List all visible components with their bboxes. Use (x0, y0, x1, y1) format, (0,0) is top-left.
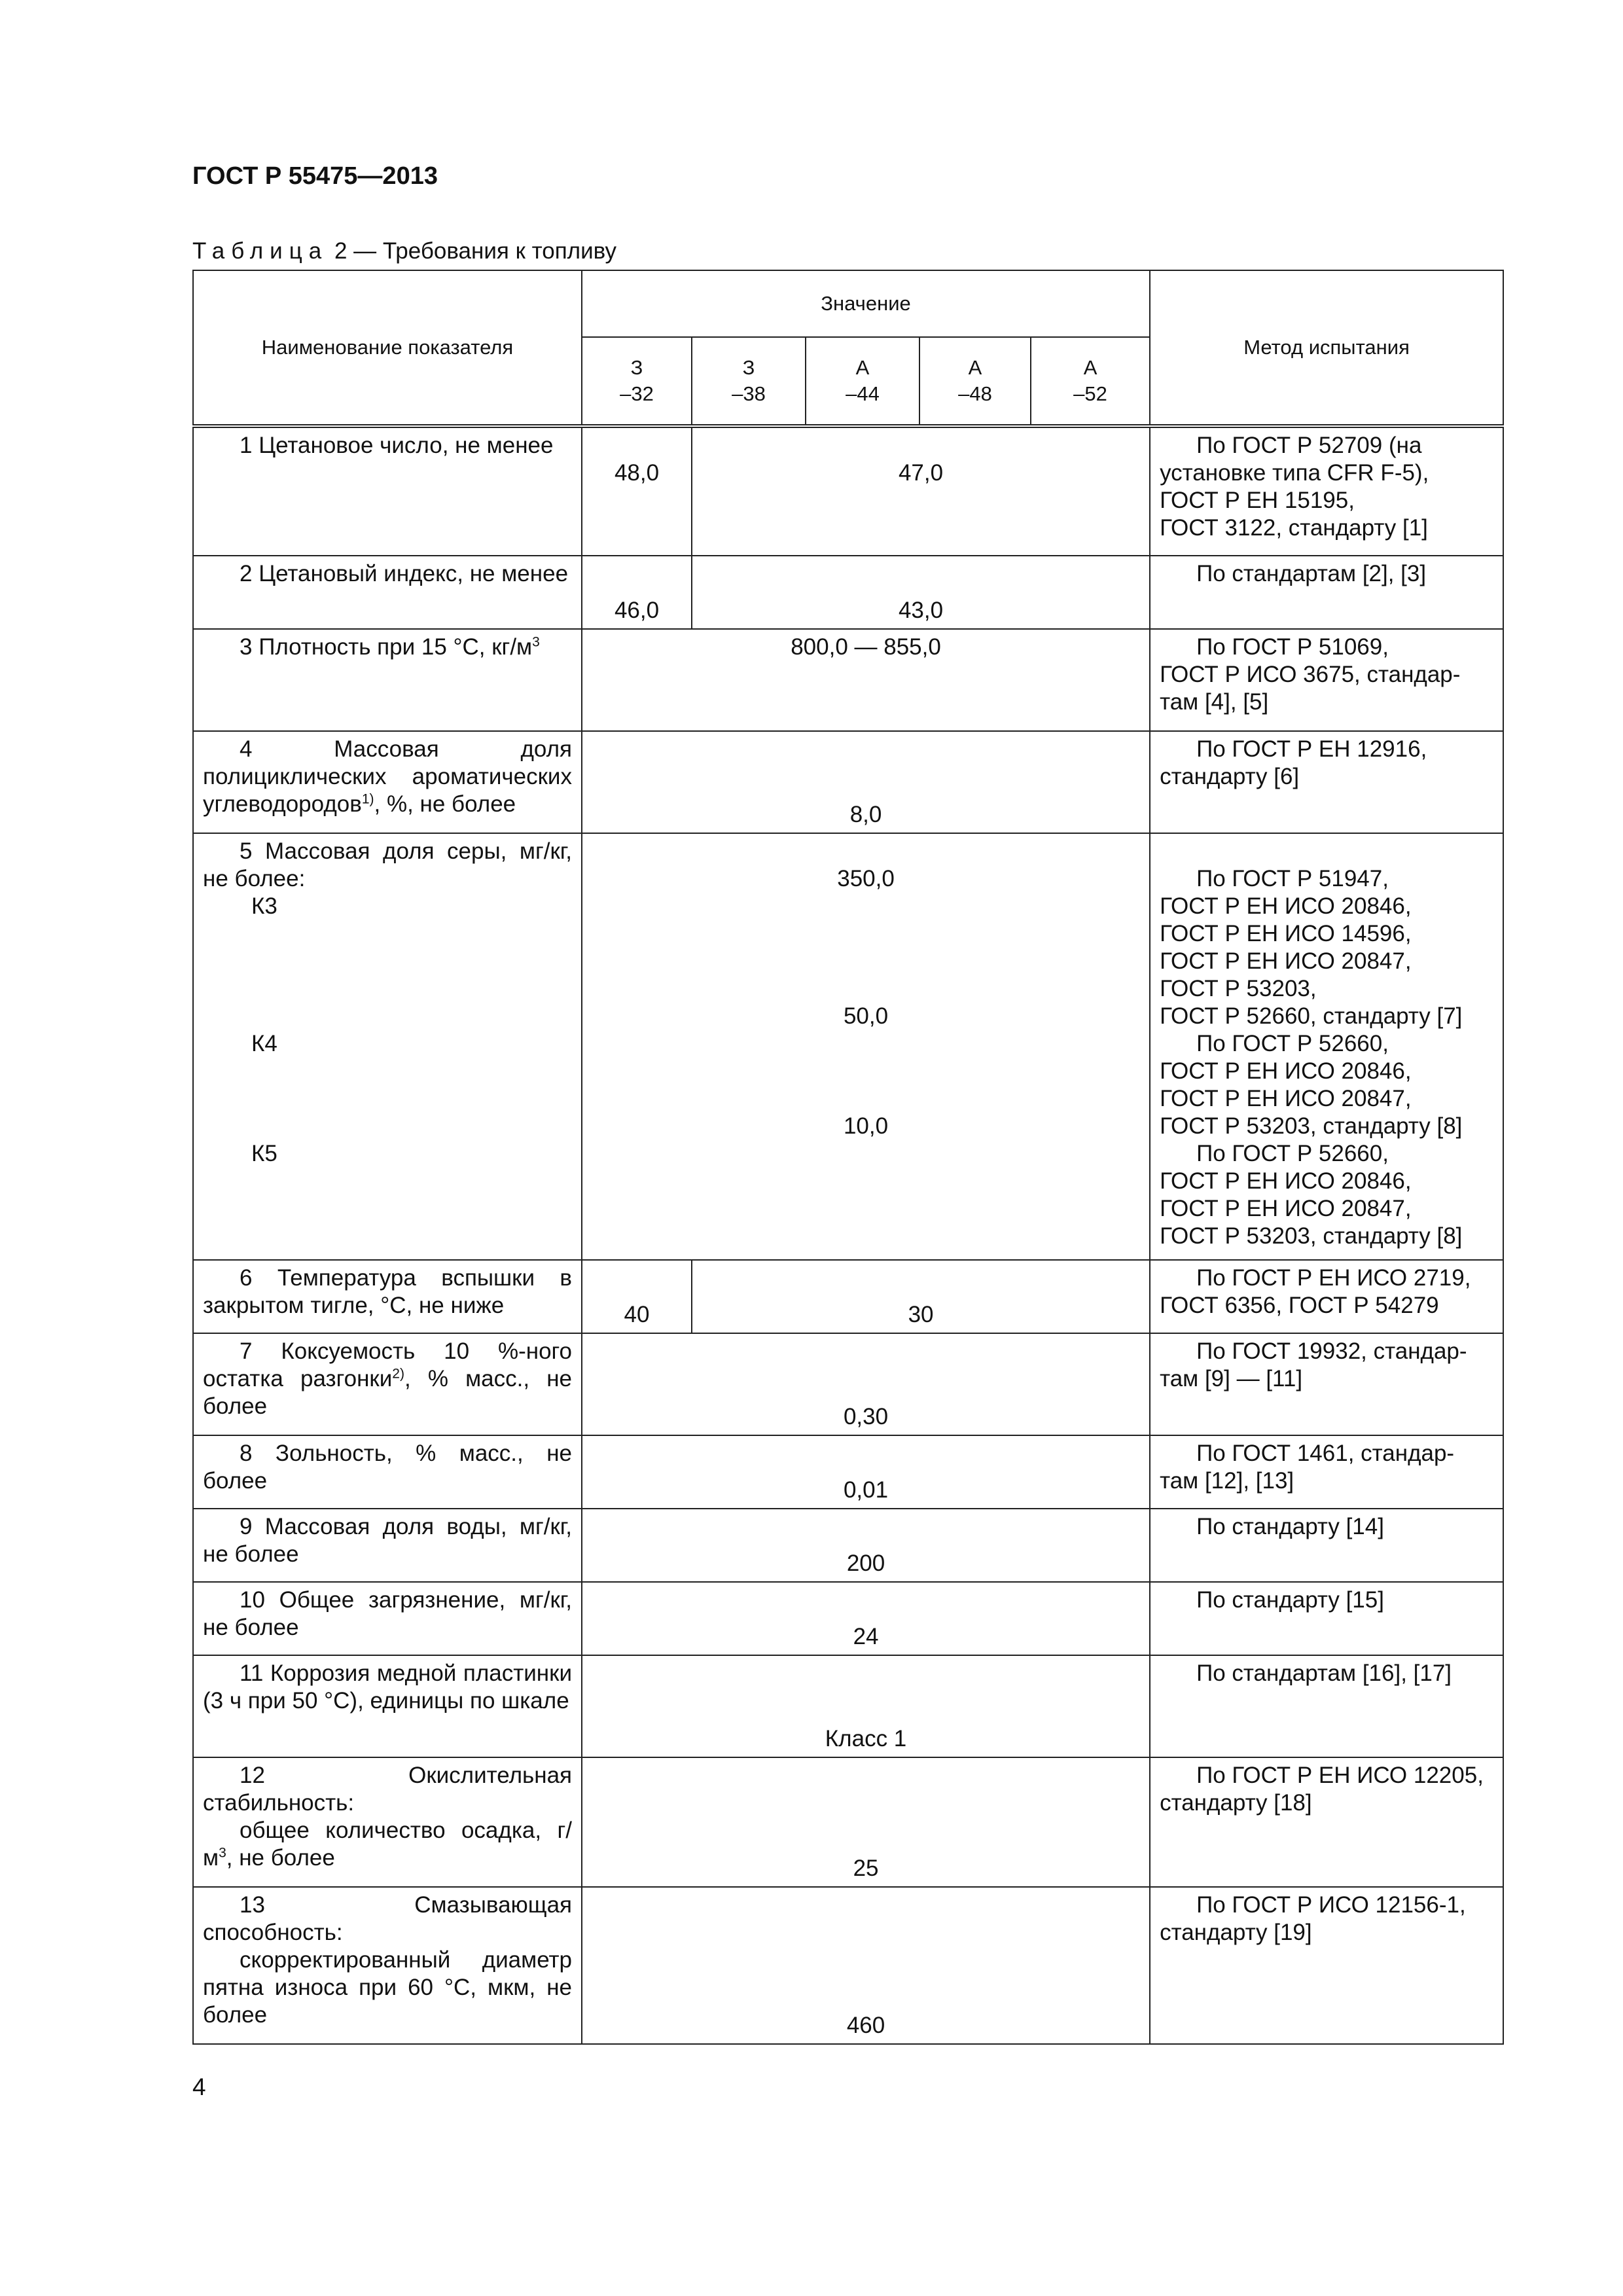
row-name: 10 Общее загрязнение, мг/кг, не более (193, 1582, 582, 1655)
row-value: 30 (692, 1260, 1150, 1333)
table-row (193, 1757, 1503, 1887)
table-caption-label: Таблица (192, 238, 329, 264)
requirements-table-wrapper (192, 270, 1504, 2045)
row-name: 3 Плотность при 15 °С, $кг/м^3$ (193, 629, 582, 731)
row-method: По ГОСТ Р ЕН ИСО 12205, стандарту [18] (1150, 1757, 1503, 1887)
sulfur-class-k3: К3 (251, 893, 277, 919)
sulfur-value-k5: 10,0 (843, 1113, 889, 1139)
col-header-method: Метод испытания (1150, 270, 1503, 426)
sulfur-value-k3: 350,0 (837, 866, 895, 891)
row-method: По стандартам [16], [17] (1150, 1655, 1503, 1757)
row-value: Класс 1 (582, 1655, 1150, 1757)
row-name: 2 Цетановый индекс, не менее (193, 556, 582, 629)
row-name: 12 Окислительная стабильность: общее количество осадка, $г/м^3$, не более (193, 1757, 582, 1887)
row-value: 24 (582, 1582, 1150, 1655)
table-row (193, 833, 1503, 1260)
sulfur-class-k4: К4 (251, 1031, 277, 1056)
row-value: 43,0 (692, 556, 1150, 629)
row-value (582, 833, 1150, 1260)
table-row (193, 1260, 1503, 1333)
table-row (193, 556, 1503, 629)
fuel-requirements-table (192, 270, 1504, 2045)
row-name: 13 Смазывающая способность: скорректированный диаметр пятна износа при 60 °С, мкм, не более (193, 1887, 582, 2044)
table-row (193, 731, 1503, 833)
grade-header: А –44 (806, 337, 919, 426)
grade-header: З –32 (582, 337, 692, 426)
grade-header: З –38 (692, 337, 806, 426)
row-method: По ГОСТ Р 51069, ГОСТ Р ИСО 3675, стандар- там [4], [5] (1150, 629, 1503, 731)
col-header-name: Наименование показателя (193, 270, 582, 426)
row-value: 200 (582, 1509, 1150, 1582)
row-method: По ГОСТ Р 51947, ГОСТ Р ЕН ИСО 20846, ГОСТ Р ЕН ИСО 14596, ГОСТ Р ЕН ИСО 20847, ГОСТ Р 53203, ГОСТ Р 52660, стандарту [7] По ГОСТ Р 52660, ГОСТ Р ЕН ИСО 20846, ГОСТ Р ЕН ИСО 20847, ГОСТ Р 53203, стандарту [8] По ГОСТ Р 52660, ГОСТ Р ЕН ИСО 20846, ГОСТ Р ЕН ИСО 20847, ГОСТ Р 53203, стандарту [8] (1150, 833, 1503, 1260)
row-value: 48,0 (582, 426, 692, 556)
table-caption-text: 2 — Требования к топливу (334, 238, 616, 264)
sulfur-class-k5: К5 (251, 1141, 277, 1166)
row-name: 11 Коррозия медной пластинки (3 ч при 50 °С), единицы по шкале (193, 1655, 582, 1757)
table-caption (192, 238, 616, 264)
document-header: ГОСТ Р 55475—2013 (192, 162, 438, 190)
row-name: 7 Коксуемость 10 %-ного остатка разгонки$^{2)}$, % масс., не более (193, 1333, 582, 1435)
table-row (193, 1509, 1503, 1582)
row-method: По ГОСТ 1461, стандар- там [12], [13] (1150, 1435, 1503, 1509)
table-row (193, 1655, 1503, 1757)
row-name: 6 Температура вспышки в закрытом тигле, °С, не ниже (193, 1260, 582, 1333)
row-method: По ГОСТ 19932, стандар- там [9] — [11] (1150, 1333, 1503, 1435)
grade-header: А –52 (1031, 337, 1150, 426)
row-value: 8,0 (582, 731, 1150, 833)
table-row (193, 1887, 1503, 2044)
row-method: По ГОСТ Р ИСО 12156-1, стандарту [19] (1150, 1887, 1503, 2044)
row-method: По ГОСТ Р 52709 (на установке типа CFR F-5), ГОСТ Р ЕН 15195, ГОСТ 3122, стандарту [1] (1150, 426, 1503, 556)
table-row (193, 1333, 1503, 1435)
table-row (193, 426, 1503, 556)
page-number: 4 (192, 2073, 206, 2100)
row-method: По стандартам [2], [3] (1150, 556, 1503, 629)
col-header-value: Значение (582, 270, 1150, 337)
row-value: 46,0 (582, 556, 692, 629)
table-row (193, 1435, 1503, 1509)
row-method: По ГОСТ Р ЕН ИСО 2719, ГОСТ 6356, ГОСТ Р 54279 (1150, 1260, 1503, 1333)
row-value: 0,30 (582, 1333, 1150, 1435)
sulfur-value-k4: 50,0 (843, 1003, 889, 1029)
table-row (193, 629, 1503, 731)
row-name: 5 Массовая доля серы, мг/кг, не более: К3 К4 К5 (193, 833, 582, 1260)
row-name: 8 Зольность, % масс., не более (193, 1435, 582, 1509)
table-row (193, 1582, 1503, 1655)
row-method: По стандарту [14] (1150, 1509, 1503, 1582)
row-name: 4 Массовая доля полициклических ароматических углеводородов$^{1)}$, %, не более (193, 731, 582, 833)
row-name: 9 Массовая доля воды, мг/кг, не более (193, 1509, 582, 1582)
row-method: По ГОСТ Р ЕН 12916, стандарту [6] (1150, 731, 1503, 833)
row-name: 1 Цетановое число, не менее (193, 426, 582, 556)
grade-header: А –48 (919, 337, 1031, 426)
row-value: 0,01 (582, 1435, 1150, 1509)
row-value: 47,0 (692, 426, 1150, 556)
row-value: 800,0 — 855,0 (582, 629, 1150, 731)
row-method: По стандарту [15] (1150, 1582, 1503, 1655)
row-value: 40 (582, 1260, 692, 1333)
row-value: 460 (582, 1887, 1150, 2044)
row-value: 25 (582, 1757, 1150, 1887)
